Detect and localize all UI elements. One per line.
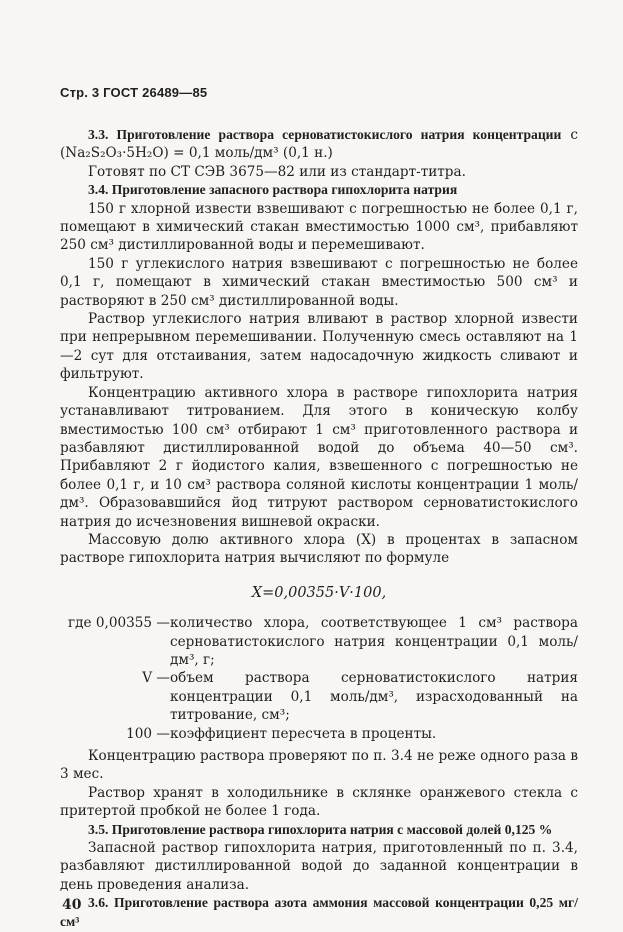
page-header: Стр. 3 ГОСТ 26489—85	[60, 85, 208, 100]
paragraph-storage: Раствор хранят в холодильнике в склянке оранжевого стекла с притертой пробкой не более 1 года.	[60, 784, 578, 820]
paragraph-chlorine-lime: 150 г хлорной извести взвешивают с погрешностью не более 0,1 г, помещают в химический стакан вместимостью 1000 см³, прибавляют 250 см³ дистиллированной воды и перемешивают.	[60, 200, 578, 254]
definition-100	[60, 725, 578, 743]
paragraph-check: Концентрацию раствора проверяют по п. 3.4 не реже одного раза в 3 мес.	[60, 748, 578, 783]
definition-0-00355	[60, 614, 578, 669]
section-3-5-heading: 3.5. Приготовление раствора гипохлорита натрия с массовой долей 0,125 %	[88, 821, 553, 837]
definition-text: количество хлора, соответствующее 1 см³ раствора серноватистокислого натрия концентрации 0,1 моль/дм³, г;	[170, 615, 578, 668]
definition-text: коэффициент пересчета в проценты.	[170, 725, 437, 742]
section-3-3-heading: 3.3. Приготовление раствора серноватистокислого натрия концентрации	[88, 127, 562, 142]
formula-definitions	[60, 614, 578, 743]
definition-v	[60, 669, 578, 724]
paragraph-mass-fraction: Массовую долю активного хлора (X) в процентах в запасном растворе гипохлорита натрия вычисляют по формуле	[60, 531, 578, 567]
paragraph-sodium-carbonate: 150 г углекислого натрия взвешивают с погрешностью не более 0,1 г, помещают в химический стакан вместимостью 500 см³ и растворяют в 250 см³ дистиллированной воды.	[60, 255, 578, 309]
paragraph-dilution: Запасной раствор гипохлорита натрия, приготовленный по п. 3.4, разбавляют дистиллированной водой до заданной концентрации в день проведения анализа.	[60, 840, 578, 893]
definition-text: объем раствора серноватистокислого натрия концентрации 0,1 моль/дм³, израсходованный на титрование, см³;	[170, 670, 578, 724]
paragraph-mixing: Раствор углекислого натрия вливают в раствор хлорной извести при непрерывном перемешивании. Полученную смесь оставляют на 1—2 сут для отстаивания, затем надосадочную жидкость сливают и фильтруют.	[60, 311, 578, 383]
formula: X=0,00355·V·100,	[251, 584, 387, 601]
section-3-3-concentration: c (Na₂S₂O₃·5H₂O) = 0,1 моль/дм³ (0,1 н.)	[60, 127, 578, 162]
page-number: 40	[62, 897, 82, 913]
section-3-3	[60, 126, 578, 163]
definition-term: V —	[142, 670, 170, 687]
definition-term: где 0,00355 —	[68, 615, 170, 632]
definition-term: 100 —	[126, 725, 170, 742]
paragraph-titration: Концентрацию активного хлора в растворе гипохлорита натрия устанавливают титрованием. Для этого в коническую колбу вместимостью 100 см³ отбирают 1 см³ приготовленного раствора и разбавляют дистиллированной водой до объема 40—50 см³. Прибавляют 2 г йодистого калия, взвешенного с погрешностью не более 0,1 г, и 10 см³ раствора соляной кислоты концентрации 1 моль/дм³. Образовавшийся йод титруют раствором серноватистокислого натрия до исчезновения вишневой окраски.	[60, 384, 578, 530]
section-3-6-heading: 3.6. Приготовление раствора азота аммония массовой концентрации 0,25 мг/см³	[60, 895, 578, 929]
section-3-4-heading: 3.4. Приготовление запасного раствора гипохлорита натрия	[88, 182, 458, 198]
paragraph-standard-titr: Готовят по СТ СЭВ 3675—82 или из стандарт-титра.	[88, 163, 466, 180]
document-body	[60, 126, 578, 931]
